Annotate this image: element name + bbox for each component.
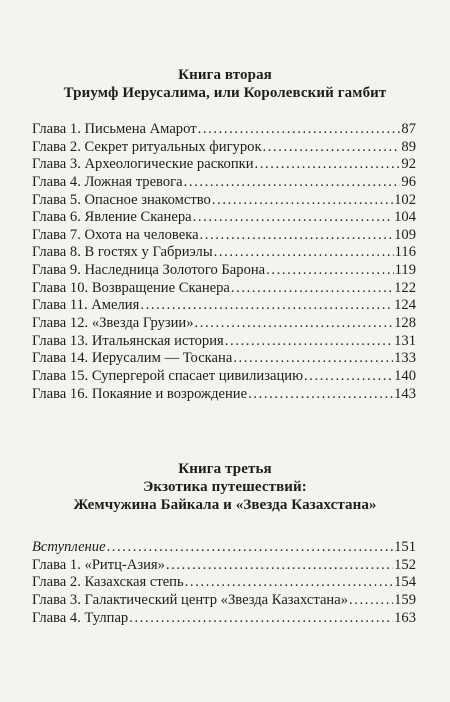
toc-leader-dots xyxy=(185,574,393,592)
toc-entry-title: Глава 13. Итальянская история xyxy=(32,332,224,349)
toc-entry-page: 116 xyxy=(394,244,416,261)
toc-leader-dots xyxy=(107,539,394,557)
toc-entry-title: Глава 16. Покаяние и возрождение xyxy=(32,385,248,402)
toc-entry xyxy=(32,386,416,404)
toc-entry-page: 163 xyxy=(394,609,416,626)
toc-entry xyxy=(32,227,416,245)
toc-entry-page: 151 xyxy=(394,539,416,555)
toc-entry-title: Глава 15. Супергерой спасает цивилизацию xyxy=(32,367,303,384)
toc-entry xyxy=(32,368,416,386)
toc-entry-page: 96 xyxy=(401,173,416,190)
book-three-subtitle-line-1: Экзотика путешествий: xyxy=(143,479,307,495)
toc-leader-dots xyxy=(193,209,394,227)
toc-entry-title: Глава 2. Казахская степь xyxy=(32,574,184,591)
toc-entry xyxy=(32,333,416,351)
toc-entry xyxy=(32,139,416,157)
book-three-heading xyxy=(0,460,450,514)
toc-entry xyxy=(32,209,416,227)
book-two-contents xyxy=(32,121,416,403)
toc-leader-dots xyxy=(255,156,401,174)
toc-leader-dots xyxy=(231,280,393,298)
toc-entry-title: Глава 7. Охота на человека xyxy=(32,226,199,243)
toc-entry-title: Глава 14. Иерусалим — Тоскана xyxy=(32,350,233,367)
toc-leader-dots xyxy=(166,557,393,575)
toc-entry xyxy=(32,121,416,139)
book-three-title: Книга третья xyxy=(178,461,272,477)
toc-entry-page: 159 xyxy=(394,591,416,608)
toc-entry xyxy=(32,557,416,575)
toc-leader-dots xyxy=(214,244,394,262)
toc-entry xyxy=(32,174,416,192)
toc-leader-dots xyxy=(212,192,393,210)
book-two-heading xyxy=(0,66,450,102)
book-three-contents xyxy=(32,539,416,627)
toc-entry-title: Глава 11. Амелия xyxy=(32,297,140,314)
toc-leader-dots xyxy=(129,610,393,628)
toc-leader-dots xyxy=(195,315,394,333)
toc-entry xyxy=(32,262,416,280)
toc-entry-title: Глава 2. Секрет ритуальных фигурок xyxy=(32,138,262,155)
toc-entry-title: Глава 3. Археологические раскопки xyxy=(32,156,254,173)
toc-leader-dots xyxy=(200,227,394,245)
toc-leader-dots xyxy=(225,333,393,351)
toc-leader-dots xyxy=(263,139,401,157)
book-three-subtitle-line-2: Жемчужина Байкала и «Звезда Казахстана» xyxy=(73,497,377,513)
toc-leader-dots xyxy=(349,592,393,610)
toc-entry-page: 92 xyxy=(401,156,416,173)
toc-leader-dots xyxy=(198,121,401,139)
toc-entry-page: 152 xyxy=(394,556,416,573)
toc-leader-dots xyxy=(266,262,393,280)
toc-entry-page: 143 xyxy=(394,385,416,402)
toc-entry-title: Глава 6. Явление Сканера xyxy=(32,209,192,226)
toc-entry-title: Глава 1. «Ритц-Азия» xyxy=(32,556,165,573)
toc-entry-page: 87 xyxy=(401,121,416,137)
toc-entry xyxy=(32,350,416,368)
toc-entry xyxy=(32,156,416,174)
toc-leader-dots xyxy=(140,297,393,315)
toc-entry-page: 124 xyxy=(394,297,416,314)
toc-leader-dots xyxy=(233,350,393,368)
toc-entry-title: Глава 10. Возвращение Сканера xyxy=(32,279,230,296)
toc-entry-title: Глава 4. Ложная тревога xyxy=(32,173,183,190)
toc-entry-page: 133 xyxy=(394,350,416,367)
toc-leader-dots xyxy=(304,368,393,386)
toc-entry xyxy=(32,192,416,210)
book-two-title: Книга вторая xyxy=(178,67,272,83)
toc-entry-title: Глава 1. Письмена Амарот xyxy=(32,121,197,137)
toc-entry-page: 89 xyxy=(401,138,416,155)
toc-entry xyxy=(32,280,416,298)
toc-entry-title: Вступление xyxy=(32,539,106,555)
toc-entry-page: 128 xyxy=(394,315,416,332)
toc-entry xyxy=(32,610,416,628)
toc-entry xyxy=(32,315,416,333)
toc-entry xyxy=(32,574,416,592)
toc-entry xyxy=(32,539,416,557)
toc-entry-page: 140 xyxy=(394,367,416,384)
toc-entry xyxy=(32,244,416,262)
toc-entry-title: Глава 8. В гостях у Габриэлы xyxy=(32,244,213,261)
toc-entry-page: 104 xyxy=(394,209,416,226)
toc-leader-dots xyxy=(184,174,401,192)
toc-entry-page: 102 xyxy=(394,191,416,208)
toc-entry-page: 154 xyxy=(394,574,416,591)
toc-entry-title: Глава 5. Опасное знакомство xyxy=(32,191,211,208)
toc-entry-title: Глава 12. «Звезда Грузии» xyxy=(32,315,194,332)
toc-entry-page: 131 xyxy=(394,332,416,349)
toc-entry xyxy=(32,297,416,315)
toc-entry xyxy=(32,592,416,610)
toc-entry-title: Глава 9. Наследница Золотого Барона xyxy=(32,262,266,279)
book-two-subtitle: Триумф Иерусалима, или Королевский гамбит xyxy=(63,85,387,101)
toc-entry-page: 109 xyxy=(394,226,416,243)
toc-leader-dots xyxy=(248,386,393,404)
toc-entry-title: Глава 4. Тулпар xyxy=(32,609,129,626)
toc-entry-page: 122 xyxy=(394,279,416,296)
toc-entry-title: Глава 3. Галактический центр «Звезда Казахстана» xyxy=(32,591,349,608)
toc-entry-page: 119 xyxy=(394,262,416,279)
